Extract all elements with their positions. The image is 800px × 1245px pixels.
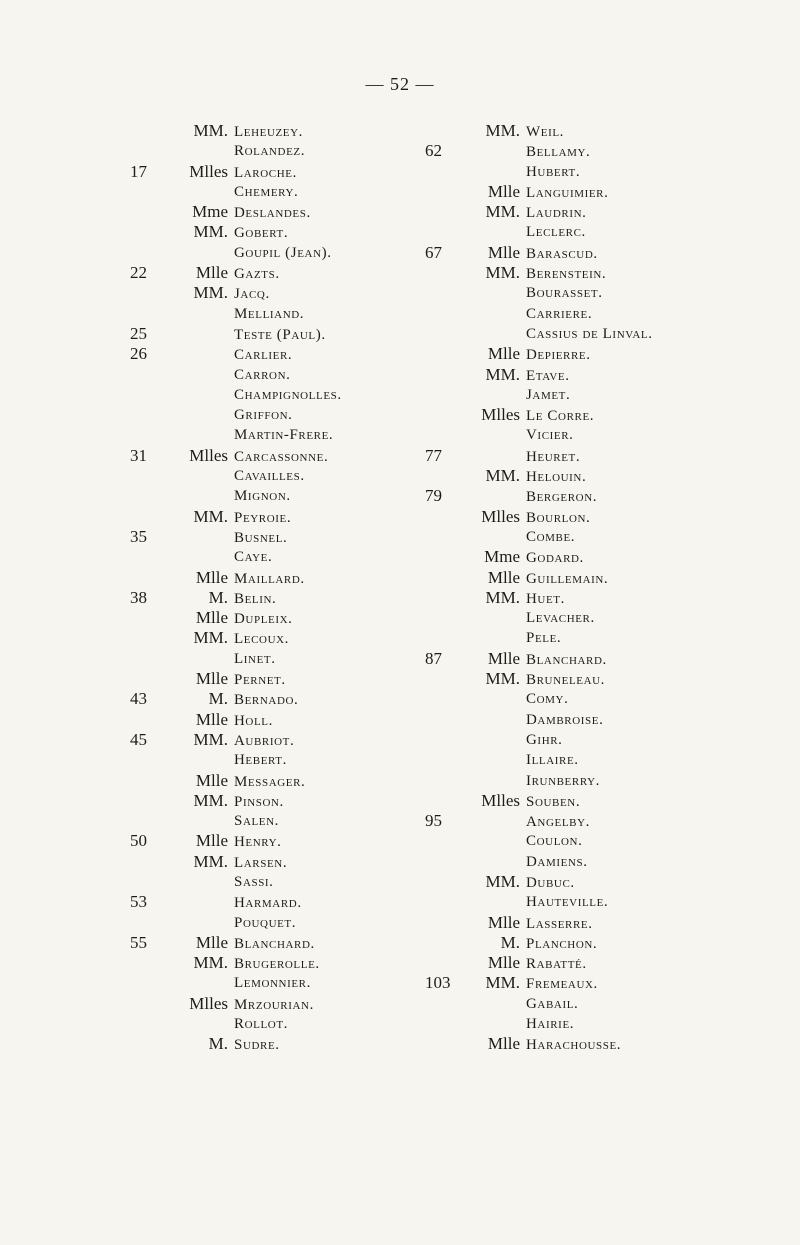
entry-name: Depierre. (526, 347, 591, 364)
entry-name: Leclerc. (526, 224, 586, 241)
entry-name: Brugerolle. (234, 956, 320, 973)
list-item (425, 892, 653, 912)
entry-name: Gazts. (234, 266, 280, 283)
entry-name: Mignon. (234, 488, 291, 505)
list-item (130, 365, 342, 385)
entry-number: 62 (425, 141, 442, 161)
list-item (130, 425, 342, 445)
list-item (130, 953, 342, 973)
entry-name: Hairie. (526, 1016, 575, 1033)
list-item (425, 831, 653, 851)
entry-title: MM. (485, 121, 520, 140)
right-column (425, 121, 653, 1055)
entry-title: MM. (485, 871, 520, 891)
page-number: — 52 — (365, 74, 435, 94)
entry-name: Deslandes. (234, 205, 311, 222)
list-item (425, 852, 653, 872)
entry-name: Peyroie. (234, 509, 292, 526)
entry-number: 17 (130, 161, 147, 181)
list-item (130, 710, 342, 730)
entry-number: 55 (130, 932, 147, 952)
entry-name: Etave. (526, 367, 570, 384)
list-item (425, 486, 653, 506)
entry-name: Chemery. (234, 183, 299, 200)
entry-number: 26 (130, 344, 147, 364)
entry-name: Teste (Paul). (234, 326, 326, 343)
list-item (425, 162, 653, 182)
entry-name: Coulon. (526, 833, 583, 850)
list-item (425, 953, 653, 973)
entry-name: Helouin. (526, 469, 587, 486)
entry-name: Rollot. (234, 1016, 289, 1033)
entry-name: Leheuzey. (234, 124, 304, 140)
list-item (130, 568, 342, 588)
list-item (425, 507, 653, 527)
list-item (425, 202, 653, 222)
list-item (425, 425, 653, 445)
list-item (425, 568, 653, 588)
entry-title: M. (208, 689, 228, 709)
list-item (425, 811, 653, 831)
entry-title: MM. (193, 222, 228, 242)
entry-name: Angelby. (526, 814, 590, 831)
list-item (425, 750, 653, 770)
list-item (130, 222, 342, 242)
list-item (130, 872, 342, 892)
entry-name: Blanchard. (526, 651, 607, 668)
list-item (425, 182, 653, 202)
list-item (425, 1034, 653, 1054)
entry-name: Busnel. (234, 529, 288, 546)
entry-title: MM. (193, 953, 228, 973)
entry-number: 43 (130, 689, 147, 709)
entry-title: Mlle (195, 263, 228, 283)
entry-name: Levacher. (526, 610, 595, 627)
entry-title: Mlle (195, 608, 228, 628)
entry-title: Mlle (195, 669, 228, 689)
list-item (425, 263, 653, 283)
list-item (130, 649, 342, 669)
entry-number: 103 (425, 973, 451, 993)
entry-name: Blanchard. (234, 935, 315, 952)
entry-name: Sassi. (234, 873, 274, 890)
list-item (130, 547, 342, 567)
entry-name: Griffon. (234, 407, 293, 424)
entry-name: Melliand. (234, 305, 305, 322)
list-item (130, 608, 342, 628)
list-item (425, 710, 653, 730)
list-item (425, 730, 653, 750)
list-item (425, 1014, 653, 1034)
entry-name: Goupil (Jean). (234, 244, 332, 261)
entry-title: Mlle (487, 344, 520, 364)
list-item (425, 344, 653, 364)
entry-name: Irunberry. (526, 772, 601, 789)
entry-name: Cavailles. (234, 468, 305, 485)
list-item (130, 892, 342, 912)
entry-title: MM. (193, 506, 228, 526)
entry-name: Maillard. (234, 570, 305, 587)
entry-name: Bergeron. (526, 489, 598, 506)
list-item (130, 771, 342, 791)
list-item (130, 933, 342, 953)
list-item (425, 628, 653, 648)
entry-name: Salen. (234, 813, 280, 830)
entry-name: Cassius de Linval. (526, 325, 653, 342)
entry-name: Belin. (234, 590, 277, 607)
entry-name: Damiens. (526, 853, 588, 870)
entry-title: Mme (484, 547, 520, 567)
entry-name: Bruneleau. (526, 672, 606, 689)
entry-title: MM. (485, 669, 520, 689)
entry-title: Mlle (195, 831, 228, 851)
entry-name: Languimier. (526, 184, 609, 201)
entry-title: Mlles (481, 790, 520, 810)
entry-name: Linet. (234, 650, 276, 667)
list-item (130, 263, 342, 283)
entry-name: Hauteville. (526, 894, 609, 911)
entry-title: M. (208, 587, 228, 607)
entry-number: 22 (130, 263, 147, 283)
entry-name: Bourlon. (526, 509, 591, 526)
list-item (130, 689, 342, 709)
list-item (130, 486, 342, 506)
entry-name: Huet. (526, 590, 565, 607)
list-item (130, 730, 342, 750)
list-item (130, 304, 342, 324)
list-item (425, 649, 653, 669)
entry-name: Holl. (234, 712, 273, 729)
entry-name: Vicier. (526, 427, 574, 444)
list-item (425, 243, 653, 263)
entry-number: 38 (130, 587, 147, 607)
entry-title: Mlles (189, 445, 228, 465)
list-item (425, 771, 653, 791)
entry-number: 35 (130, 526, 147, 546)
list-item (130, 141, 342, 161)
list-item (130, 283, 342, 303)
left-column (130, 121, 342, 1055)
entry-name: Le Corre. (526, 408, 595, 425)
list-item (130, 1014, 342, 1034)
list-item (425, 872, 653, 892)
entry-name: Dubuc. (526, 874, 575, 891)
list-item (425, 283, 653, 303)
entry-number: 31 (130, 445, 147, 465)
list-item (425, 669, 653, 689)
entry-number: 77 (425, 445, 442, 465)
entry-name: Champignolles. (234, 386, 342, 403)
list-item (130, 750, 342, 770)
list-item (425, 385, 653, 405)
list-item (130, 405, 342, 425)
list-item (130, 121, 342, 141)
entry-title: MM. (193, 121, 228, 140)
entry-title: Mlle (487, 567, 520, 587)
entry-title: Mlles (189, 993, 228, 1013)
list-item (130, 588, 342, 608)
entry-name: Bellamy. (526, 144, 591, 161)
entry-title: Mlle (487, 912, 520, 932)
entry-name: Rolandez. (234, 143, 306, 160)
list-item (425, 405, 653, 425)
list-item (130, 344, 342, 364)
entry-name: Berenstein. (526, 266, 607, 283)
entry-number: 45 (130, 729, 147, 749)
list-item (130, 385, 342, 405)
entry-name: Dupleix. (234, 611, 293, 628)
list-item (130, 507, 342, 527)
entry-name: Gabail. (526, 995, 579, 1012)
list-item (425, 304, 653, 324)
entry-title: MM. (485, 202, 520, 222)
entry-name: Comy. (526, 691, 569, 708)
entry-name: Larsen. (234, 854, 288, 871)
entry-title: Mlle (487, 953, 520, 973)
entry-number: 25 (130, 323, 147, 343)
entry-name: Martin-Frere. (234, 427, 334, 444)
entry-name: Pernet. (234, 672, 286, 689)
entry-name: Weil. (526, 124, 565, 140)
entry-title: Mlle (487, 648, 520, 668)
list-item (130, 669, 342, 689)
entry-name: Lasserre. (526, 915, 593, 932)
entry-title: MM. (485, 973, 520, 993)
entry-name: Bernado. (234, 692, 299, 709)
list-item (130, 1034, 342, 1054)
entry-name: Jacq. (234, 286, 270, 303)
list-item (425, 791, 653, 811)
entry-name: Carron. (234, 366, 291, 383)
entry-title: Mlle (487, 181, 520, 201)
list-item (425, 446, 653, 466)
list-item (130, 913, 342, 933)
entry-title: Mme (192, 202, 228, 222)
entry-name: Hubert. (526, 163, 581, 180)
entry-title: Mlles (481, 405, 520, 425)
list-item (425, 365, 653, 385)
entry-title: Mlle (195, 567, 228, 587)
entry-name: Aubriot. (234, 732, 295, 749)
entry-name: Laudrin. (526, 205, 587, 222)
entry-name: Carlier. (234, 347, 293, 364)
entry-title: MM. (193, 628, 228, 648)
list-item (130, 811, 342, 831)
entry-name: Sudre. (234, 1037, 280, 1054)
list-item (425, 588, 653, 608)
entry-name: Godard. (526, 550, 584, 567)
entry-name: Combe. (526, 528, 576, 545)
entry-title: MM. (485, 587, 520, 607)
entry-name: Harmard. (234, 895, 302, 912)
entry-name: Carriere. (526, 305, 593, 322)
list-item (130, 182, 342, 202)
list-item (425, 913, 653, 933)
entry-name: Fremeaux. (526, 976, 598, 993)
entry-title: MM. (193, 729, 228, 749)
list-item (425, 324, 653, 344)
entry-name: Jamet. (526, 386, 571, 403)
entry-title: MM. (193, 790, 228, 810)
list-item (425, 547, 653, 567)
list-item (130, 466, 342, 486)
list-item (130, 527, 342, 547)
entry-name: Hebert. (234, 752, 287, 769)
entry-name: Lemonnier. (234, 975, 311, 992)
entry-title: Mlle (195, 709, 228, 729)
entry-name: Lecoux. (234, 631, 290, 648)
list-item (425, 141, 653, 161)
list-item (425, 121, 653, 141)
entry-title: Mlles (481, 506, 520, 526)
entry-name: Laroche. (234, 164, 297, 181)
list-item (130, 628, 342, 648)
entry-name: Messager. (234, 773, 306, 790)
entry-title: MM. (193, 283, 228, 303)
entry-title: MM. (485, 263, 520, 283)
list-item (130, 446, 342, 466)
entry-title: M. (208, 1034, 228, 1054)
list-item (130, 973, 342, 993)
entry-name: Illaire. (526, 752, 579, 769)
entry-name: Heuret. (526, 448, 581, 465)
list-item (425, 466, 653, 486)
entry-name: Carcassonne. (234, 448, 329, 465)
entry-title: MM. (485, 466, 520, 486)
list-item (425, 608, 653, 628)
entry-name: Bourasset. (526, 285, 603, 302)
entry-number: 50 (130, 831, 147, 851)
list-item (130, 243, 342, 263)
entry-number: 67 (425, 242, 442, 262)
list-item (130, 831, 342, 851)
list-item (425, 527, 653, 547)
entry-title: Mlles (189, 161, 228, 181)
entry-name: Mrzourian. (234, 996, 314, 1013)
entry-name: Souben. (526, 793, 581, 810)
entry-number: 79 (425, 486, 442, 506)
list-item (130, 202, 342, 222)
entry-title: Mlle (487, 1034, 520, 1054)
entry-number: 53 (130, 892, 147, 912)
entry-name: Dambroise. (526, 711, 604, 728)
list-item (130, 852, 342, 872)
list-item (425, 994, 653, 1014)
entry-title: Mlle (487, 242, 520, 262)
list-item (425, 689, 653, 709)
entry-name: Pinson. (234, 793, 284, 810)
list-item (130, 162, 342, 182)
entry-name: Caye. (234, 549, 273, 566)
entry-name: Pouquet. (234, 914, 297, 931)
entry-title: MM. (193, 851, 228, 871)
entry-name: Rabatté. (526, 956, 587, 973)
entry-name: Planchon. (526, 935, 598, 952)
list-item (425, 973, 653, 993)
entry-title: Mlle (195, 932, 228, 952)
entry-name: Gobert. (234, 225, 289, 242)
entry-number: 87 (425, 648, 442, 668)
list-item (130, 994, 342, 1014)
list-item (425, 933, 653, 953)
entry-name: Henry. (234, 834, 282, 851)
entry-title: Mlle (195, 770, 228, 790)
entry-name: Pele. (526, 630, 562, 647)
entry-name: Guillemain. (526, 570, 609, 587)
entry-name: Harachousse. (526, 1037, 622, 1054)
entry-title: MM. (485, 364, 520, 384)
entry-name: Barascud. (526, 245, 598, 262)
entry-number: 95 (425, 811, 442, 831)
list-item (130, 791, 342, 811)
entry-title: M. (500, 932, 520, 952)
list-item (425, 222, 653, 242)
entry-name: Gihr. (526, 731, 563, 748)
list-item (130, 324, 342, 344)
